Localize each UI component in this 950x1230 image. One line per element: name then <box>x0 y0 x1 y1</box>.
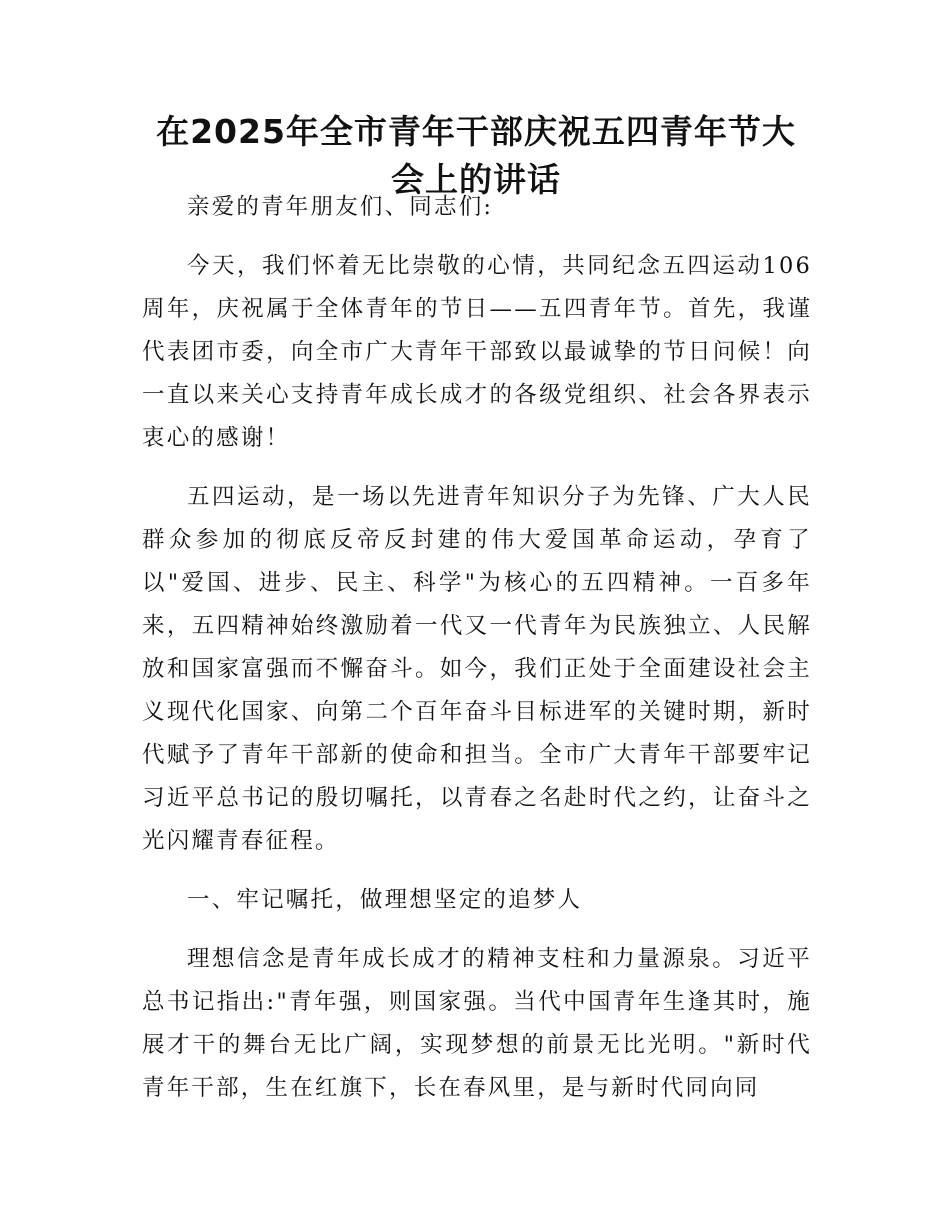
body-paragraph: 理想信念是青年成长成才的精神支柱和力量源泉。习近平总书记指出:"青年强，则国家强。当代中国青年生逢其时，施展才干的舞台无比广阔，实现梦想的前景无比光明。"新时代青年干部，生在红旗下，长在春风里，是与新时代同向同 <box>142 946 812 1101</box>
document-title: 在2025年全市青年干部庆祝五四青年节大会上的讲话 <box>156 112 796 199</box>
section-heading: 一、牢记嘱托，做理想坚定的追梦人 <box>187 887 583 913</box>
body-paragraph: 五四运动，是一场以先进青年知识分子为先锋、广大人民群众参加的彻底反帝反封建的伟大爱国革命运动，孕育了以"爱国、进步、民主、科学"为核心的五四精神。一百多年来，五四精神始终激励着一代又一代青年为民族独立、人民解放和国家富强而不懈奋斗。如今，我们正处于全面建设社会主义现代化国家、向第二个百年奋斗目标进军的关键时期，新时代赋予了青年干部新的使命和担当。全市广大青年干部要牢记习近平总书记的殷切嘱托，以青春之名赴时代之约，让奋斗之光闪耀青春征程。 <box>142 484 812 854</box>
body-paragraph: 今天，我们怀着无比崇敬的心情，共同纪念五四运动106周年，庆祝属于全体青年的节日——五四青年节。首先，我谨代表团市委，向全市广大青年干部致以最诚挚的节日问候！向一直以来关心支持青年成长成才的各级党组织、社会各界表示衷心的感谢！ <box>142 253 812 451</box>
document-body <box>142 186 812 1126</box>
salutation-paragraph: 亲爱的青年朋友们、同志们: <box>187 194 494 220</box>
